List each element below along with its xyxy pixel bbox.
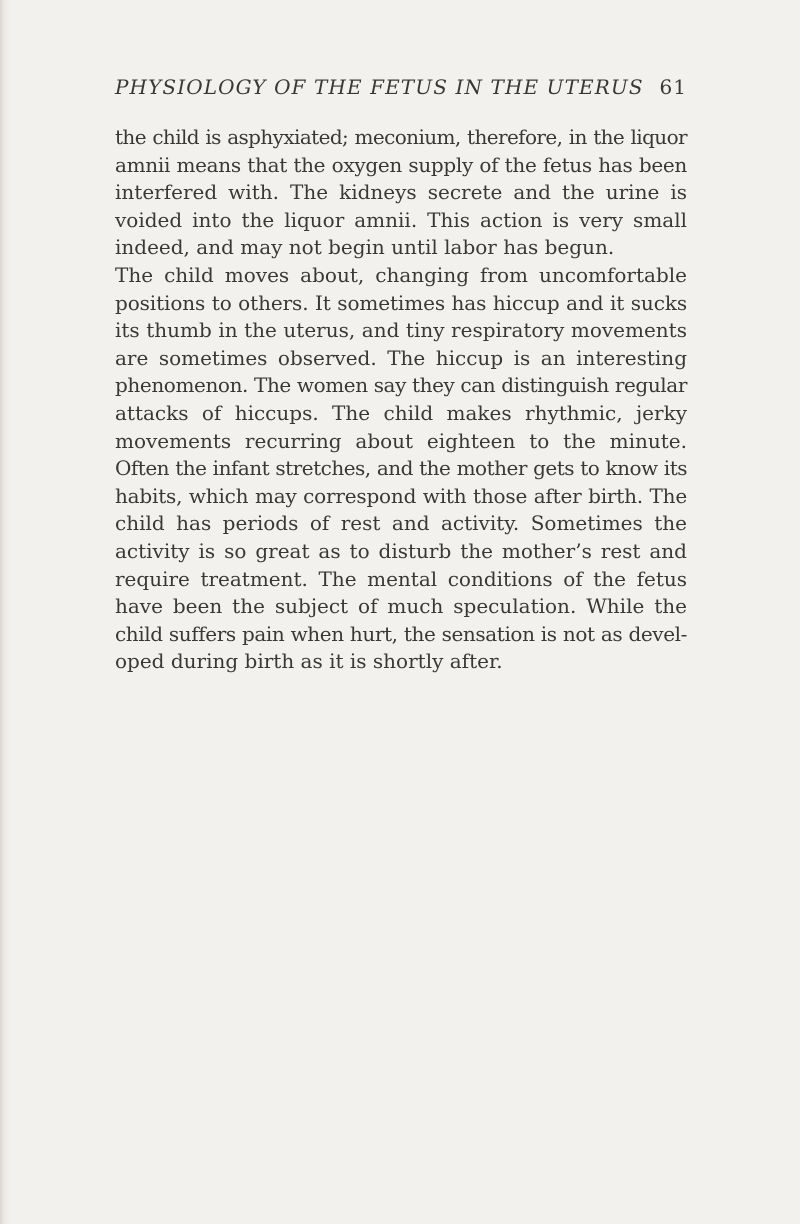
- text-line: The child moves about, changing from uncomfortable: [115, 262, 687, 287]
- text-line: require treatment. The mental conditions of the fetus: [115, 566, 687, 591]
- text-line: oped during birth as it is shortly after.: [115, 649, 503, 674]
- page-header: [115, 70, 687, 104]
- text-line: indeed, and may not begin until labor has begun.: [115, 235, 615, 260]
- text-line: amnii means that the oxygen supply of the fetus has been: [115, 152, 687, 177]
- text-line: phenomenon. The women say they can distinguish regular: [115, 373, 687, 398]
- text-line: child suffers pain when hurt, the sensation is not as devel-: [115, 621, 687, 646]
- page-binding-edge: [0, 0, 10, 1224]
- text-line: activity is so great as to disturb the mother’s rest and: [115, 538, 687, 563]
- running-title: PHYSIOLOGY OF THE FETUS IN THE UTERUS: [115, 75, 644, 99]
- page-number: 61: [659, 75, 687, 99]
- text-line: child has periods of rest and activity. Sometimes the: [115, 511, 687, 536]
- body-text: [115, 124, 687, 676]
- text-line: the child is asphyxiated; meconium, therefore, in the liquor: [115, 125, 687, 149]
- text-line: its thumb in the uterus, and tiny respiratory movements: [115, 318, 687, 343]
- text-line: interfered with. The kidneys secrete and the urine is: [115, 180, 687, 205]
- text-line: voided into the liquor amnii. This action is very small: [115, 207, 687, 232]
- text-line: attacks of hiccups. The child makes rhythmic, jerky: [115, 400, 687, 425]
- text-line: movements recurring about eighteen to the minute.: [115, 428, 687, 453]
- text-line: have been the subject of much speculation. While the: [115, 594, 687, 619]
- text-line: Often the infant stretches, and the mother gets to know its: [115, 456, 687, 481]
- text-line: positions to others. It sometimes has hiccup and it sucks: [115, 290, 687, 315]
- text-line: habits, which may correspond with those after birth. The: [115, 483, 687, 508]
- text-line: are sometimes observed. The hiccup is an interesting: [115, 345, 687, 370]
